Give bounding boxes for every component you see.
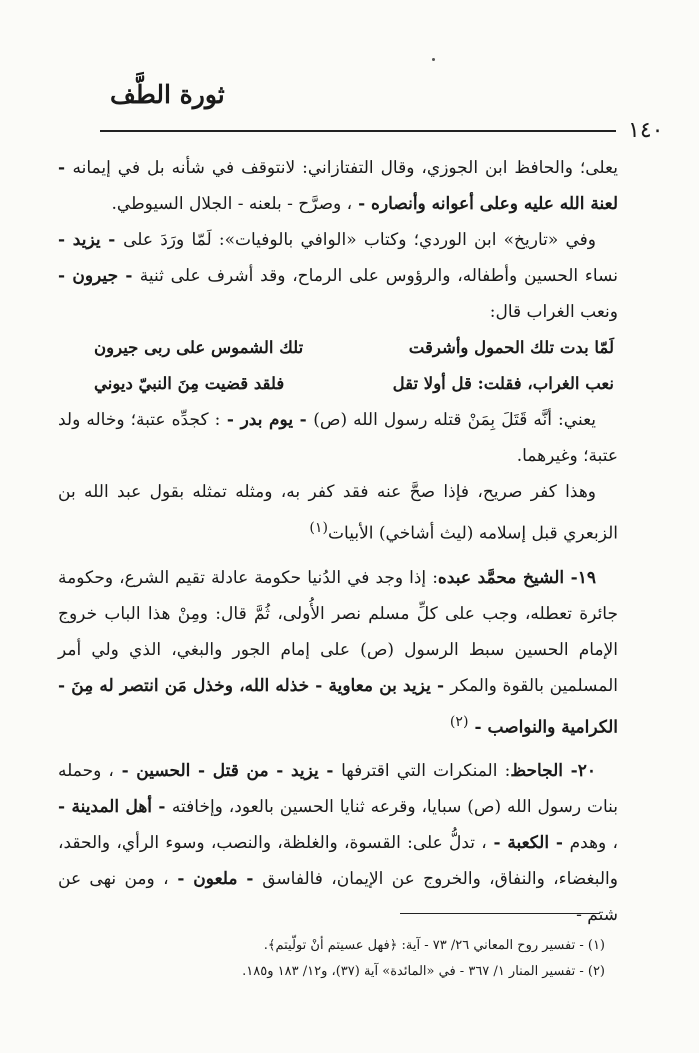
text-run: يعلى؛ والحافظ ابن الجوزي، وقال التفتازاني: لانتوقف في شأنه بل في إيمانه — [72, 158, 618, 178]
footnote-rule — [400, 913, 600, 914]
text-run: ، ومن نهى عن شتم - — [58, 869, 618, 926]
paragraph-1 — [58, 150, 618, 222]
text-run: : المنكرات التي اقترفها — [341, 761, 511, 782]
hemistich: لَمّا بدت تلك الحمول وأشرقت — [408, 338, 614, 357]
footnote-ref-2: (٢) — [449, 713, 469, 730]
bold-run: - يزيد بن معاوية - خذله الله، وخذل مَن انتصر له مِنَ - الكرامية والنواصب - — [58, 675, 618, 738]
text-run: ، تدلُّ على: القسوة، والغلظة، والنصب، وسوء الرأي، والحقد، والبغضاء، والنفاق، والخروج عن الإيمان، فالفاسق — [58, 833, 618, 890]
paragraph-6 — [58, 753, 618, 933]
text-run: ، وهدم — [569, 833, 618, 854]
text-run: : كجدِّه عتبة؛ وخاله ولد عتبة؛ وغيرهما. — [58, 410, 618, 466]
speck-mark — [432, 58, 435, 61]
text-run: وفي «تاريخ» ابن الوردي؛ وكتاب «الوافي بالوفيات»: لَمّا ورَدَ على — [123, 230, 596, 250]
paragraph-2 — [58, 222, 618, 330]
bold-run: - يوم بدر - — [220, 410, 314, 430]
paragraph-5 — [58, 560, 618, 746]
text-run: يعني: أنَّه قَتَلَ بِمَنْ قتله رسول الله (ص) — [313, 410, 597, 430]
bold-run: - أهل المدينة - — [58, 797, 172, 818]
text-run: ، وحمله بنات رسول الله (ص) سبايا، وقرعه ثنايا الحسين بالعود، وإخافته — [58, 761, 619, 818]
running-header-title: ثورة الطَّف — [110, 80, 225, 109]
section-heading-19: ١٩- الشيخ محمَّد عبده — [437, 567, 596, 588]
poem-line-2 — [58, 366, 618, 402]
hemistich: تلك الشموس على ربى جيرون — [94, 338, 304, 357]
bold-run: - جيرون - — [58, 266, 140, 286]
bold-run: - الكعبة - — [486, 833, 570, 854]
poem-line-1 — [58, 330, 618, 366]
text-run: ، وصرَّح - بلعنه - الجلال السيوطي. — [111, 194, 353, 214]
text-run: نساء الحسين وأطفاله، والرؤوس على الرماح، وقد أشرف على ثنية — [139, 266, 618, 286]
bold-run: - ملعون - — [168, 869, 263, 890]
text-run: ونعب الغراب قال: — [489, 302, 618, 322]
text-run: وهذا كفر صريح، فإذا صحَّ عنه فقد كفر به، ومثله تمثله بقول عبد الله بن الزبعري قبل إسلامه (ليث أشاخي) الأبيات — [58, 482, 618, 544]
bold-run: - يزيد - — [58, 230, 124, 250]
section-heading-20: ٢٠- الجاحظ — [510, 761, 597, 782]
hemistich: نعب الغراب، فقلت: قل أولا تقل — [392, 374, 614, 393]
main-text — [58, 150, 618, 933]
text-run: : إذا وجد في الدُنيا حكومة عادلة تقيم الشرع، وحكومة جائرة تعطله، وجب على كلِّ مسلم نصر الأُولى، ثُمَّ قال: ومِنْ هذا الباب خروج الإمام الحسين سبط الرسول (ص) على إمام الجور والبغي، الذي ولي أمر المسلمين بالقوة والمكر — [58, 567, 618, 696]
page-number: ١٤٠ — [628, 118, 664, 143]
footnote-ref-1: (١) — [309, 520, 329, 536]
header-rule — [100, 130, 616, 132]
paragraph-3 — [58, 402, 618, 474]
hemistich: فلقد قضيت مِنَ النبيّ ديوني — [94, 374, 285, 393]
footnote-1: (١) - تفسير روح المعاني ٢٦/ ٧٣ - آية: ﴿فهل عسيتم أنْ تولّيتم﴾. — [263, 938, 605, 953]
paragraph-4 — [58, 474, 618, 552]
bold-run: - يزيد - من قتل - الحسين - — [113, 761, 342, 782]
bold-run: - لعنة الله عليه وعلى أعوانه وأنصاره - — [58, 158, 618, 214]
footnote-2: (٢) - تفسير المنار ١/ ٣٦٧ - في «المائدة» آية (٣٧)، و١٢/ ١٨٣ و١٨٥. — [242, 964, 605, 979]
